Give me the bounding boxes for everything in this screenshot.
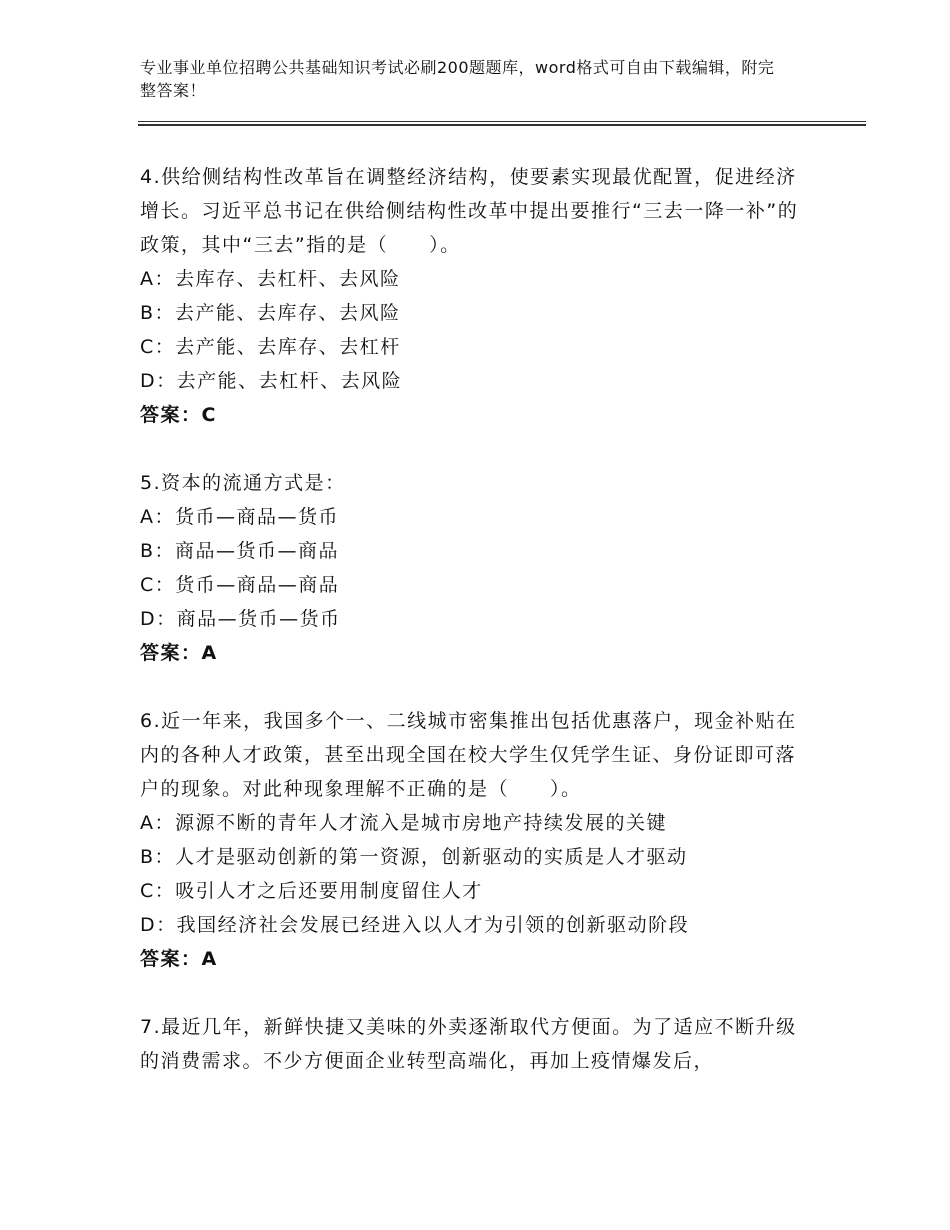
option-a: A：源源不断的青年人才流入是城市房地产持续发展的关键 [140, 812, 667, 834]
option-b: B：商品—货币—商品 [140, 540, 340, 562]
answer: 答案：C [140, 404, 217, 426]
question-6 [140, 704, 800, 976]
option-d: D：去产能、去杠杆、去风险 [140, 370, 403, 392]
page-header: 专业事业单位招聘公共基础知识考试必刷200题题库，word格式可自由下载编辑，附完整答案！ [140, 58, 775, 100]
question-text: 7.最近几年，新鲜快捷又美味的外卖逐渐取代方便面。为了适应不断升级的消费需求。不少方便面企业转型高端化，再加上疫情爆发后， [140, 1016, 797, 1072]
question-list [140, 160, 800, 1112]
question-5 [140, 466, 800, 670]
option-c: C：吸引人才之后还要用制度留住人才 [140, 880, 483, 902]
option-c: C：货币—商品—商品 [140, 574, 340, 596]
option-c: C：去产能、去库存、去杠杆 [140, 336, 401, 358]
question-7 [140, 1010, 800, 1078]
option-b: B：去产能、去库存、去风险 [140, 302, 401, 324]
header-divider-thick [138, 124, 866, 126]
option-d: D：我国经济社会发展已经进入以人才为引领的创新驱动阶段 [140, 914, 690, 936]
option-d: D：商品—货币—货币 [140, 608, 341, 630]
option-a: A：去库存、去杠杆、去风险 [140, 268, 401, 290]
answer: 答案：A [140, 948, 218, 970]
answer: 答案：A [140, 642, 218, 664]
option-a: A：货币—商品—货币 [140, 506, 339, 528]
question-text: 5.资本的流通方式是： [140, 472, 346, 494]
question-4 [140, 160, 800, 432]
question-text: 4.供给侧结构性改革旨在调整经济结构，使要素实现最优配置，促进经济增长。习近平总书记在供给侧结构性改革中提出要推行“三去一降一补”的政策，其中“三去”指的是（ ）。 [140, 166, 799, 256]
question-text: 6.近一年来，我国多个一、二线城市密集推出包括优惠落户，现金补贴在内的各种人才政策，甚至出现全国在校大学生仅凭学生证、身份证即可落户的现象。对此种现象理解不正确的是（ ）。 [140, 710, 797, 800]
header-divider [138, 121, 866, 122]
option-b: B：人才是驱动创新的第一资源，创新驱动的实质是人才驱动 [140, 846, 688, 868]
